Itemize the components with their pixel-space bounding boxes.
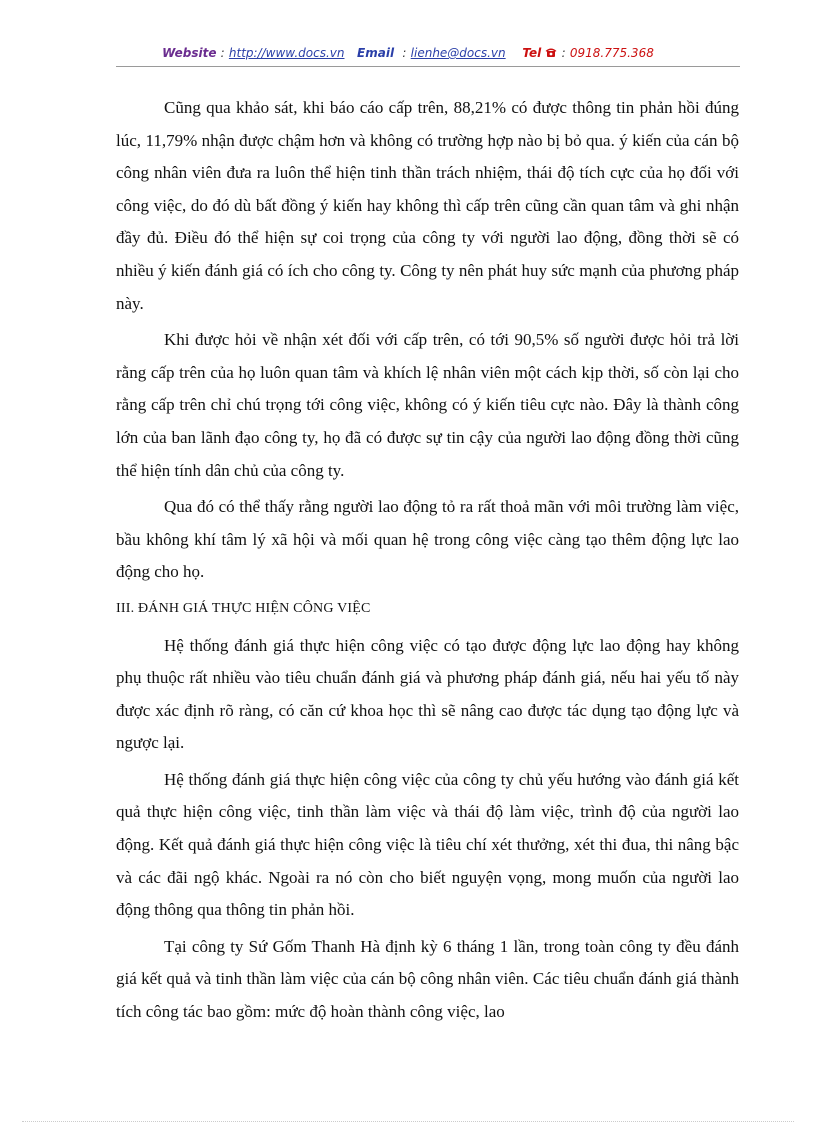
email-separator: : <box>402 46 407 60</box>
paragraph: Cũng qua khảo sát, khi báo cáo cấp trên, 88,21% có được thông tin phản hồi đúng lúc, 11,79% nhận được chậm hơn và không có trường hợp nào bị bỏ qua. ý kiến của cán bộ công nhân viên đưa ra luôn thể hiện tinh thần trách nhiệm, thái độ tích cực của họ đối với công việc, do đó dù bất đồng ý kiến hay không thì cấp trên cũng cần quan tâm và ghi nhận đầy đủ. Điều đó thể hiện sự coi trọng của công ty với người lao động, đồng thời sẽ có nhiều ý kiến đánh giá có ích cho công ty. Công ty nên phát huy sức mạnh của phương pháp này. <box>116 98 739 313</box>
email-label: Email <box>357 46 395 60</box>
paragraph: Hệ thống đánh giá thực hiện công việc có tạo được động lực lao động hay không phụ thuộc rất nhiều vào tiêu chuẩn đánh giá và phương pháp đánh giá, nếu hai yếu tố này được xác định rõ ràng, có căn cứ khoa học thì sẽ nâng cao được tác dụng tạo động lực và ngược lại. <box>116 635 739 753</box>
page-header <box>0 46 816 61</box>
telephone-icon <box>545 47 557 61</box>
website-link[interactable]: http://www.docs.vn <box>228 46 345 60</box>
paragraph: Qua đó có thể thấy rằng người lao động tỏ ra rất thoả mãn với môi trường làm việc, bầu không khí tâm lý xã hội và mối quan hệ trong công việc càng tạo thêm động lực lao động cho họ. <box>116 497 739 582</box>
footer-divider <box>22 1121 794 1122</box>
paragraph: Hệ thống đánh giá thực hiện công việc của công ty chủ yếu hướng vào đánh giá kết quả thực hiện công việc, tinh thần làm việc và thái độ làm việc, trình độ của người lao động. Kết quả đánh giá thực hiện công việc là tiêu chí xét thưởng, xét thi đua, thi nâng bậc và các đãi ngộ khác. Ngoài ra nó còn cho biết nguyện vọng, mong muốn của người lao động thông qua thông tin phản hồi. <box>116 769 739 920</box>
header-divider <box>116 66 740 67</box>
tel-number: 0918.775.368 <box>569 46 654 60</box>
tel-label: Tel <box>522 46 542 60</box>
website-separator: : <box>220 46 225 60</box>
website-label: Website <box>162 46 217 60</box>
section-heading: III. ĐÁNH GIÁ THỰC HIỆN CÔNG VIỆC <box>116 600 371 616</box>
paragraph: Tại công ty Sứ Gốm Thanh Hà định kỳ 6 tháng 1 lần, trong toàn công ty đều đánh giá kết quả và tinh thần làm việc của cán bộ công nhân viên. Các tiêu chuẩn đánh giá thành tích công tác bao gồm: mức độ hoàn thành công việc, lao <box>116 936 739 1022</box>
email-link[interactable]: lienhe@docs.vn <box>410 46 506 60</box>
tel-separator: : <box>561 46 566 60</box>
document-body <box>116 92 739 1033</box>
paragraph: Khi được hỏi về nhận xét đối với cấp trên, có tới 90,5% số người được hỏi trả lời rằng cấp trên của họ luôn quan tâm và khích lệ nhân viên một cách kịp thời, số còn lại cho rằng cấp trên chỉ chú trọng tới công việc, không có ý kiến tiêu cực nào. Đây là thành công lớn của ban lãnh đạo công ty, họ đã có được sự tin cậy của người lao động đồng thời cũng thể hiện tính dân chủ của công ty. <box>116 330 739 480</box>
